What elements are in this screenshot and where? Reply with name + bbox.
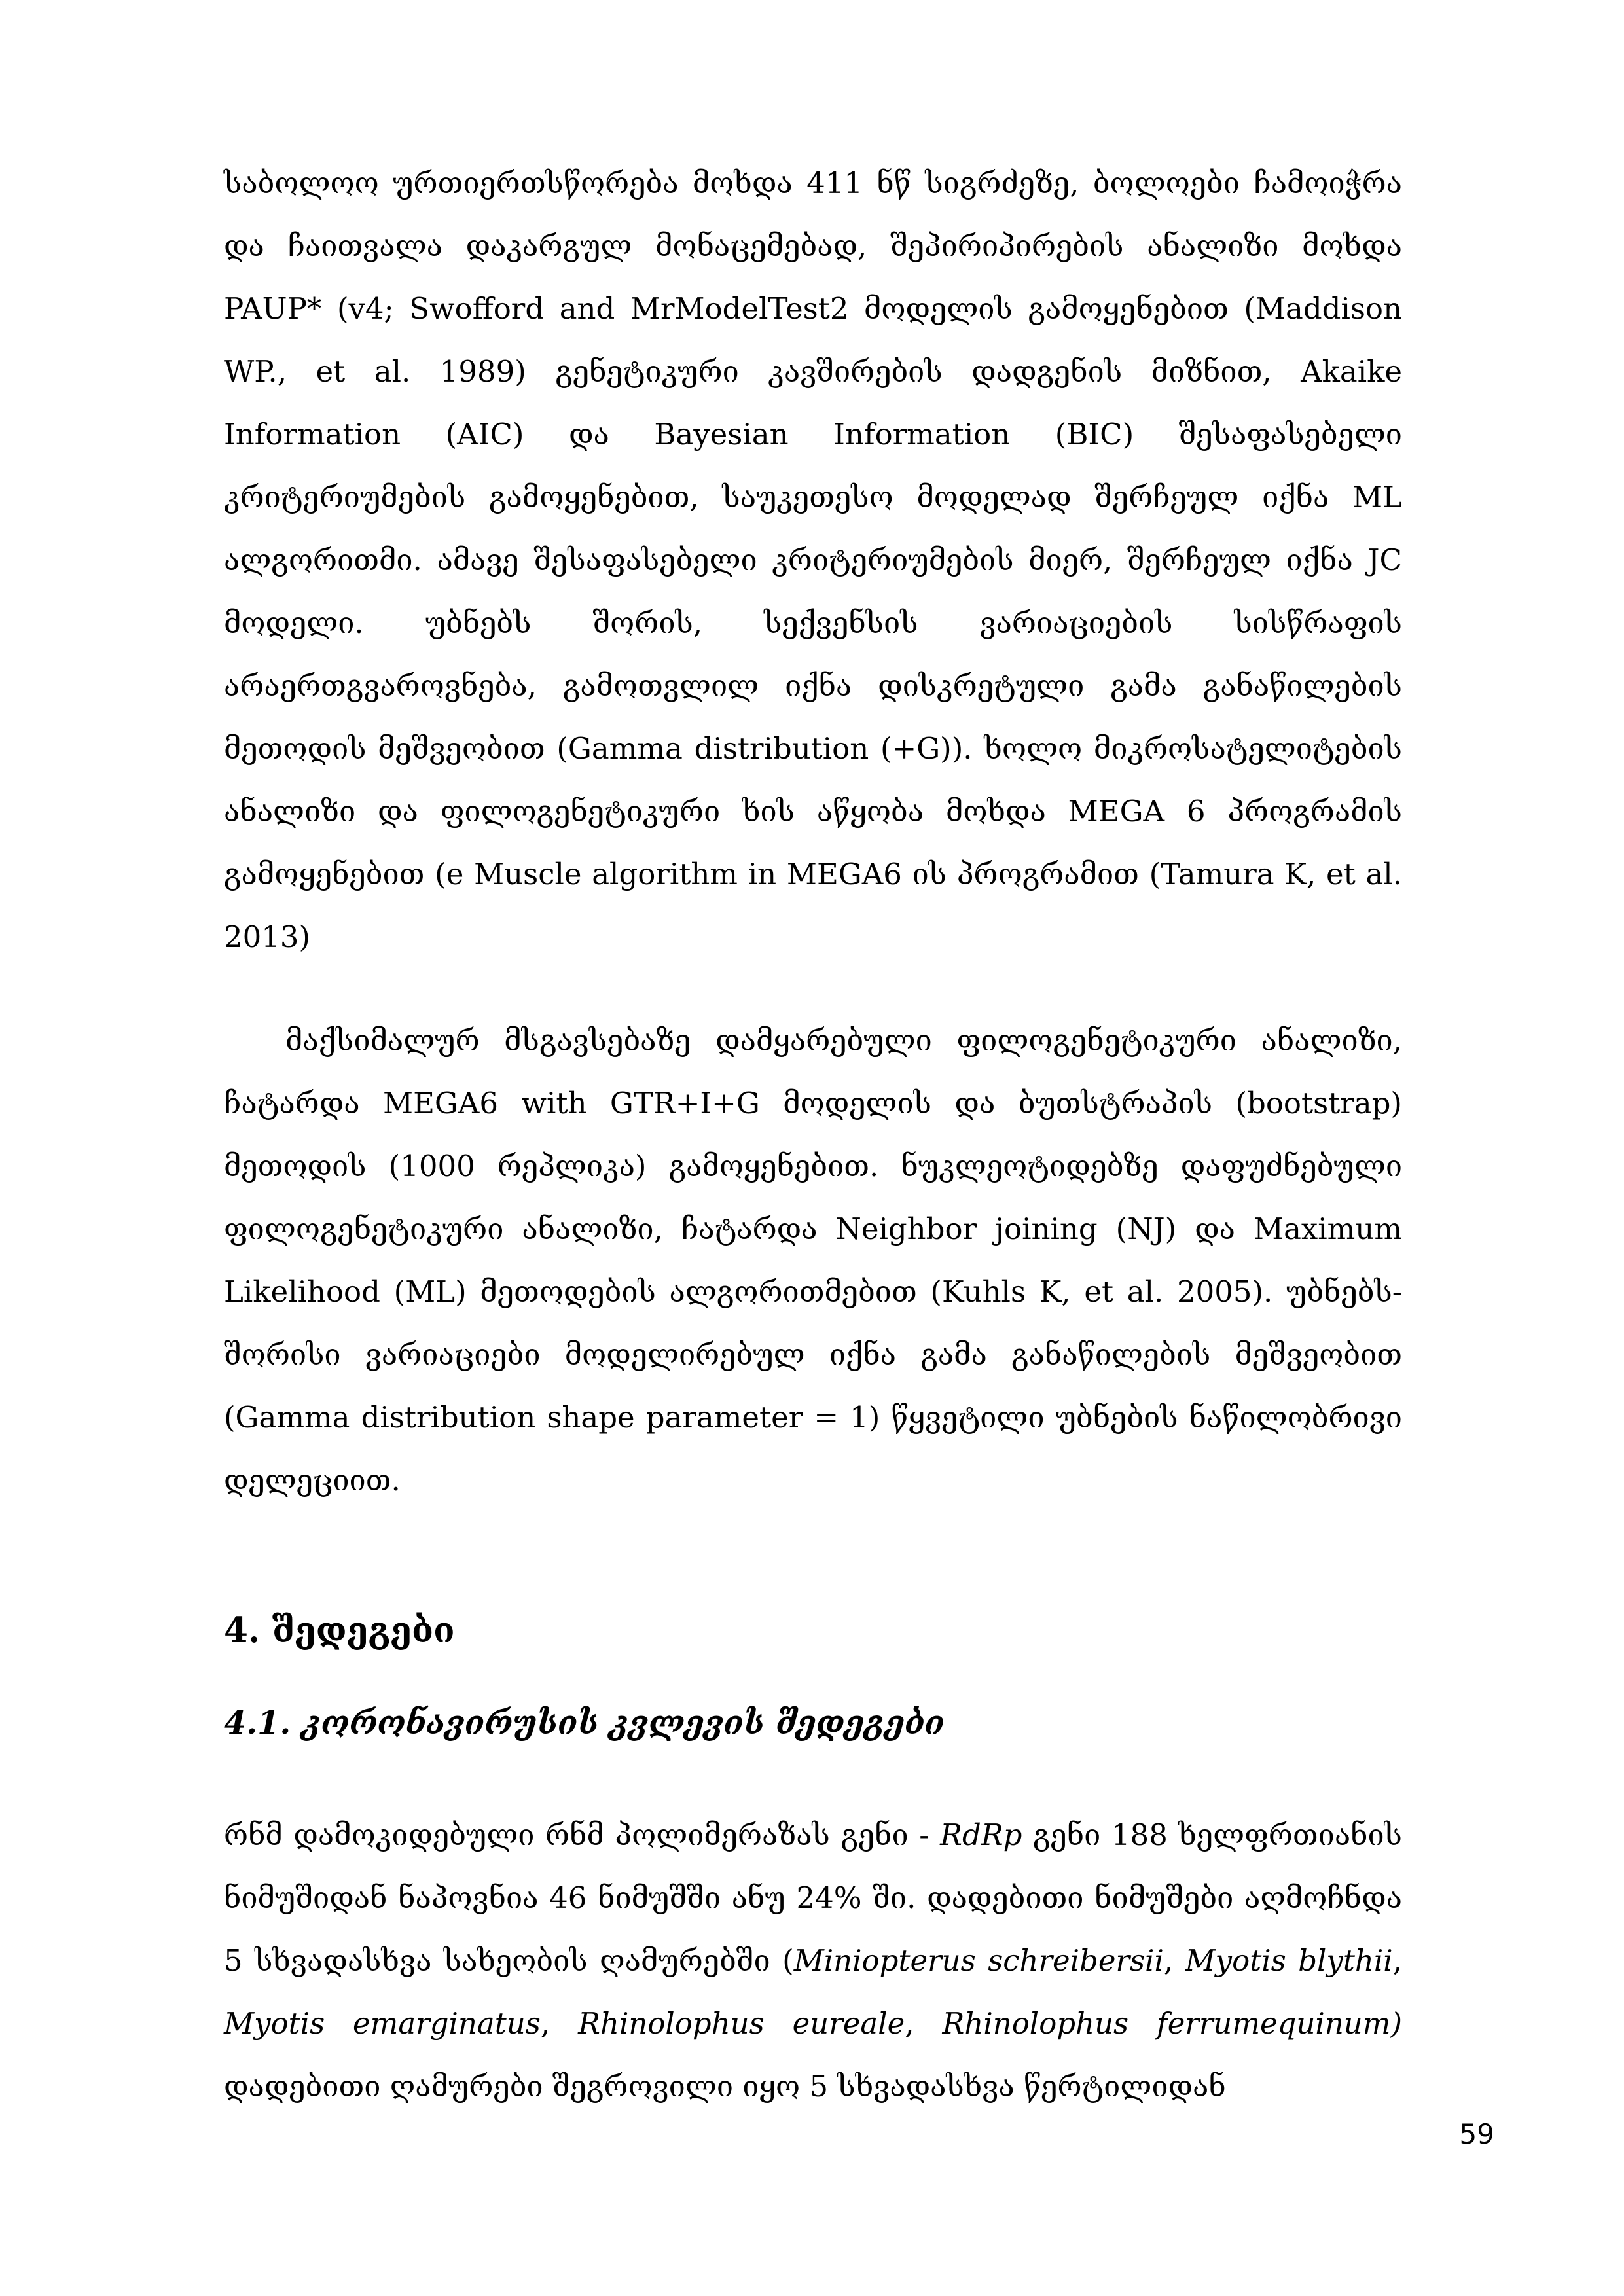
section-heading-results: 4. შედეგები (224, 1610, 455, 1651)
text-run: რნმ დამოკიდებული რნმ პოლიმერაზას გენი - (224, 1817, 941, 1852)
species-name-rhinolophus-eureale: Rhinolophus eureale (578, 2005, 905, 2041)
separator: , (905, 2005, 943, 2041)
separator: , (1163, 1943, 1185, 1978)
text-block (224, 152, 1402, 2118)
species-name-myotis-blythii: Myotis blythii (1185, 1943, 1393, 1978)
paragraph-sequence-alignment: საბოლოო ურთიერთსწორება მოხდა 411 ნწ სიგრძეზე, ბოლოები ჩამოიჭრა და ჩაითვალა დაკარგულ მონაცემებად, შეპირიპირების ანალიზი მოხდა PAUP* (v4; Swofford and MrModelTest2 მოდელის გამოყენებით (Maddison WP., et al. 1989) გენეტიკური კავშირების დადგენის მიზნით, Akaike Information (AIC) და Bayesian Information (BIC) შესაფასებელი კრიტერიუმების გამოყენებით, საუკეთესო მოდელად შერჩეულ იქნა ML ალგორითმი. ამავე შესაფასებელი კრიტერიუმების მიერ, შერჩეულ იქნა JC მოდელი. უბნებს შორის, სექვენსის ვარიაციების სისწრაფის არაერთგვაროვნება, გამოთვლილ იქნა დისკრეტული გამა განაწილების მეთოდის მეშვეობით (Gamma distribution (+G)). ხოლო მიკროსატელიტების ანალიზი და ფილოგენეტიკური ხის აწყობა მოხდა MEGA 6 პროგრამის გამოყენებით (e Muscle algorithm in MEGA6 ის პროგრამით (Tamura K, et al. 2013) (224, 166, 1402, 954)
species-name-myotis-emarginatus: Myotis emarginatus (224, 2005, 541, 2041)
paragraph-coronavirus-results (224, 1804, 1402, 2118)
separator: , (1392, 1943, 1403, 1978)
page-number: 59 (1459, 2118, 1494, 2150)
gene-name-rdrp: RdRp (940, 1817, 1022, 1852)
paragraph-phylogenetic-analysis: მაქსიმალურ მსგავსებაზე დამყარებული ფილოგენეტიკური ანალიზი, ჩატარდა MEGA6 with GTR+I+G მოდელის და ბუთსტრაპის (bootstrap) მეთოდის (1000 რეპლიკა) გამოყენებით. ნუკლეოტიდებზე დაფუძნებული ფილოგენეტიკური ანალიზი, ჩატარდა Neighbor joining (NJ) და Maximum Likelihood (ML) მეთოდების ალგორითმებით (Kuhls K, et al. 2005). უბნებს-შორისი ვარიაციები მოდელირებულ იქნა გამა განაწილების მეშვეობით (Gamma distribution shape parameter = 1) წყვეტილი უბნების ნაწილობრივი დელეციით. (224, 1023, 1402, 1498)
text-run: გენი 188 ხელფრთიანის ნიმუშიდან ნაპოვნია 46 ნიმუშში ანუ 24% ში. დადებითი ნიმუშები აღმოჩნდა 5 სხვადასხვა სახეობის ღამურებში ( (224, 1817, 1402, 1978)
text-run: დადებითი ღამურები შეგროვილი იყო 5 სხვადასხვა წერტილიდან (224, 2068, 1226, 2104)
species-name-rhinolophus-ferrumequinum: Rhinolophus ferrumequinum) (942, 2005, 1403, 2041)
species-name-miniopterus-schreibersii: Miniopterus schreibersii (793, 1943, 1164, 1978)
separator: , (540, 2005, 579, 2041)
subsection-heading-coronavirus-results: 4.1. კორონავირუსის კვლევის შედეგები (224, 1704, 945, 1742)
